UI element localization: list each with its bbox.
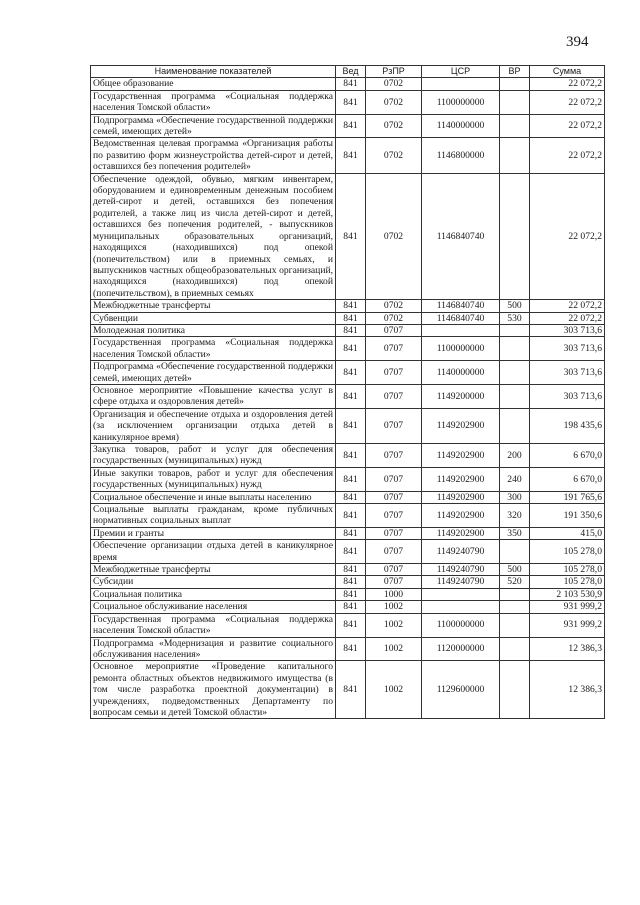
cell-ved: 841 <box>336 408 366 443</box>
header-ved: Вед <box>336 66 366 78</box>
cell-rzpr: 0702 <box>366 312 422 324</box>
table-row <box>91 504 605 528</box>
cell-sum: 415,0 <box>530 527 605 539</box>
cell-sum: 303 713,6 <box>530 361 605 385</box>
cell-sum: 22 072,2 <box>530 173 605 299</box>
table-header-row <box>91 66 605 78</box>
cell-ved: 841 <box>336 384 366 408</box>
cell-rzpr: 0702 <box>366 138 422 173</box>
cell-sum: 22 072,2 <box>530 138 605 173</box>
cell-sum: 303 713,6 <box>530 337 605 361</box>
cell-rzpr: 0707 <box>366 491 422 503</box>
table-row <box>91 138 605 173</box>
table-row <box>91 408 605 443</box>
cell-csr: 1146800000 <box>422 138 500 173</box>
cell-rzpr: 0707 <box>366 467 422 491</box>
cell-csr: 1146840740 <box>422 173 500 299</box>
table-row <box>91 361 605 385</box>
header-csr: ЦСР <box>422 66 500 78</box>
cell-csr: 1149202900 <box>422 444 500 468</box>
cell-vr: 520 <box>500 576 530 588</box>
cell-sum: 191 350,6 <box>530 504 605 528</box>
cell-name: Подпрограмма «Обеспечение государственной поддержки семей, имеющих детей» <box>91 361 336 385</box>
cell-name: Субвенции <box>91 312 336 324</box>
cell-sum: 22 072,2 <box>530 312 605 324</box>
cell-vr <box>500 90 530 114</box>
cell-sum: 105 278,0 <box>530 564 605 576</box>
cell-rzpr: 0707 <box>366 384 422 408</box>
table-row <box>91 300 605 312</box>
cell-name: Ведомственная целевая программа «Организация работы по развитию форм жизнеустройства детей-сирот и детей, оставшихся без попечения родителей» <box>91 138 336 173</box>
cell-vr: 500 <box>500 300 530 312</box>
cell-sum: 105 278,0 <box>530 576 605 588</box>
cell-vr <box>500 337 530 361</box>
cell-sum: 191 765,6 <box>530 491 605 503</box>
cell-sum: 22 072,2 <box>530 78 605 90</box>
cell-csr <box>422 601 500 613</box>
cell-csr: 1100000000 <box>422 337 500 361</box>
cell-csr: 1140000000 <box>422 114 500 138</box>
cell-rzpr: 0707 <box>366 527 422 539</box>
header-name: Наименование показателей <box>91 66 336 78</box>
cell-vr <box>500 361 530 385</box>
cell-name: Закупка товаров, работ и услуг для обеспечения государственных (муниципальных) нужд <box>91 444 336 468</box>
cell-ved: 841 <box>336 576 366 588</box>
cell-ved: 841 <box>336 78 366 90</box>
cell-ved: 841 <box>336 324 366 336</box>
cell-rzpr: 0702 <box>366 173 422 299</box>
cell-rzpr: 0707 <box>366 444 422 468</box>
cell-name: Премии и гранты <box>91 527 336 539</box>
cell-name: Социальные выплаты гражданам, кроме публичных нормативных социальных выплат <box>91 504 336 528</box>
cell-sum: 303 713,6 <box>530 384 605 408</box>
table-row <box>91 613 605 637</box>
cell-csr: 1149202900 <box>422 408 500 443</box>
cell-vr <box>500 637 530 661</box>
cell-rzpr: 0707 <box>366 408 422 443</box>
cell-ved: 841 <box>336 564 366 576</box>
cell-rzpr: 1000 <box>366 588 422 600</box>
cell-name: Государственная программа «Социальная поддержка населения Томской области» <box>91 90 336 114</box>
cell-ved: 841 <box>336 173 366 299</box>
table-row <box>91 588 605 600</box>
cell-vr <box>500 173 530 299</box>
cell-csr: 1149240790 <box>422 564 500 576</box>
cell-rzpr: 1002 <box>366 613 422 637</box>
cell-csr <box>422 324 500 336</box>
cell-csr: 1149202900 <box>422 467 500 491</box>
table-row <box>91 173 605 299</box>
cell-csr: 1146840740 <box>422 312 500 324</box>
cell-rzpr: 0707 <box>366 361 422 385</box>
cell-name: Иные закупки товаров, работ и услуг для обеспечения государственных (муниципальных) нужд <box>91 467 336 491</box>
cell-csr: 1149240790 <box>422 540 500 564</box>
cell-sum: 12 386,3 <box>530 661 605 719</box>
cell-name: Межбюджетные трансферты <box>91 564 336 576</box>
cell-vr <box>500 588 530 600</box>
cell-name: Основное мероприятие «Проведение капитального ремонта областных объектов недвижимого имущества (в том числе разработка проектной документации) в учреждениях, подведомственных Департаменту по вопросам семьи и детей Томской области» <box>91 661 336 719</box>
cell-rzpr: 1002 <box>366 601 422 613</box>
cell-rzpr: 0702 <box>366 300 422 312</box>
cell-vr: 500 <box>500 564 530 576</box>
cell-csr: 1100000000 <box>422 613 500 637</box>
cell-rzpr: 0707 <box>366 504 422 528</box>
cell-vr <box>500 613 530 637</box>
page-number: 394 <box>566 34 589 50</box>
cell-csr: 1100000000 <box>422 90 500 114</box>
cell-rzpr: 0702 <box>366 90 422 114</box>
header-rzpr: РзПР <box>366 66 422 78</box>
cell-ved: 841 <box>336 114 366 138</box>
table-row <box>91 312 605 324</box>
cell-ved: 841 <box>336 312 366 324</box>
cell-name: Государственная программа «Социальная поддержка населения Томской области» <box>91 613 336 637</box>
cell-vr: 320 <box>500 504 530 528</box>
cell-vr <box>500 78 530 90</box>
cell-csr: 1149240790 <box>422 576 500 588</box>
cell-rzpr: 1002 <box>366 661 422 719</box>
table-row <box>91 114 605 138</box>
cell-ved: 841 <box>336 138 366 173</box>
cell-ved: 841 <box>336 601 366 613</box>
cell-csr <box>422 78 500 90</box>
cell-sum: 931 999,2 <box>530 613 605 637</box>
cell-vr: 530 <box>500 312 530 324</box>
table-row <box>91 90 605 114</box>
cell-vr <box>500 138 530 173</box>
cell-ved: 841 <box>336 637 366 661</box>
cell-csr: 1129600000 <box>422 661 500 719</box>
table-row <box>91 384 605 408</box>
cell-name: Социальное обеспечение и иные выплаты населению <box>91 491 336 503</box>
cell-vr <box>500 114 530 138</box>
cell-sum: 303 713,6 <box>530 324 605 336</box>
cell-ved: 841 <box>336 540 366 564</box>
table-row <box>91 540 605 564</box>
table-row <box>91 444 605 468</box>
cell-sum: 105 278,0 <box>530 540 605 564</box>
table-row <box>91 491 605 503</box>
cell-ved: 841 <box>336 527 366 539</box>
cell-csr <box>422 588 500 600</box>
table-row <box>91 78 605 90</box>
cell-name: Межбюджетные трансферты <box>91 300 336 312</box>
table-row <box>91 576 605 588</box>
cell-vr: 200 <box>500 444 530 468</box>
cell-vr <box>500 324 530 336</box>
cell-csr: 1149202900 <box>422 504 500 528</box>
cell-sum: 12 386,3 <box>530 637 605 661</box>
cell-sum: 22 072,2 <box>530 300 605 312</box>
cell-csr: 1146840740 <box>422 300 500 312</box>
cell-ved: 841 <box>336 613 366 637</box>
cell-ved: 841 <box>336 300 366 312</box>
cell-csr: 1140000000 <box>422 361 500 385</box>
cell-sum: 22 072,2 <box>530 114 605 138</box>
cell-name: Организация и обеспечение отдыха и оздоровления детей (за исключением организации отдыха детей в каникулярное время) <box>91 408 336 443</box>
table-row <box>91 337 605 361</box>
cell-name: Социальное обслуживание населения <box>91 601 336 613</box>
table-row <box>91 324 605 336</box>
cell-ved: 841 <box>336 337 366 361</box>
cell-name: Молодежная политика <box>91 324 336 336</box>
table-row <box>91 661 605 719</box>
cell-ved: 841 <box>336 444 366 468</box>
cell-sum: 6 670,0 <box>530 444 605 468</box>
cell-rzpr: 0707 <box>366 576 422 588</box>
budget-table <box>90 65 605 719</box>
cell-ved: 841 <box>336 467 366 491</box>
cell-rzpr: 0707 <box>366 564 422 576</box>
header-sum: Сумма <box>530 66 605 78</box>
cell-sum: 198 435,6 <box>530 408 605 443</box>
cell-name: Подпрограмма «Модернизация и развитие социального обслуживания населения» <box>91 637 336 661</box>
cell-ved: 841 <box>336 588 366 600</box>
cell-name: Общее образование <box>91 78 336 90</box>
cell-vr: 240 <box>500 467 530 491</box>
cell-csr: 1149202900 <box>422 491 500 503</box>
cell-ved: 841 <box>336 361 366 385</box>
cell-name: Субсидии <box>91 576 336 588</box>
cell-name: Обеспечение одеждой, обувью, мягким инвентарем, оборудованием и единовременным денежным пособием детей-сирот и детей, оставшихся без попечения родителей, а также лиц из числа детей-сирот и детей, оставшихся без попечения родителей, - выпускников муниципальных образовательных организаций, находящихся (находившихся) под опекой (попечительством) или в приемных семьях, и выпускников частных общеобразовательных организаций, находящихся (находившихся) под опекой (попечительством), в приемных семьях <box>91 173 336 299</box>
table-row <box>91 637 605 661</box>
cell-ved: 841 <box>336 661 366 719</box>
cell-name: Государственная программа «Социальная поддержка населения Томской области» <box>91 337 336 361</box>
table-row <box>91 527 605 539</box>
cell-ved: 841 <box>336 90 366 114</box>
cell-vr <box>500 540 530 564</box>
cell-csr: 1149202900 <box>422 527 500 539</box>
cell-vr: 350 <box>500 527 530 539</box>
cell-sum: 2 103 530,9 <box>530 588 605 600</box>
cell-vr <box>500 601 530 613</box>
table-row <box>91 564 605 576</box>
cell-sum: 22 072,2 <box>530 90 605 114</box>
cell-rzpr: 0707 <box>366 540 422 564</box>
cell-csr: 1149200000 <box>422 384 500 408</box>
cell-name: Социальная политика <box>91 588 336 600</box>
cell-ved: 841 <box>336 491 366 503</box>
cell-name: Подпрограмма «Обеспечение государственной поддержки семей, имеющих детей» <box>91 114 336 138</box>
cell-vr <box>500 408 530 443</box>
table-body <box>91 78 605 719</box>
cell-vr <box>500 384 530 408</box>
table-row <box>91 601 605 613</box>
cell-rzpr: 0702 <box>366 114 422 138</box>
cell-sum: 6 670,0 <box>530 467 605 491</box>
cell-name: Основное мероприятие «Повышение качества услуг в сфере отдыха и оздоровления детей» <box>91 384 336 408</box>
header-vr: ВР <box>500 66 530 78</box>
cell-sum: 931 999,2 <box>530 601 605 613</box>
cell-ved: 841 <box>336 504 366 528</box>
cell-vr <box>500 661 530 719</box>
cell-rzpr: 0707 <box>366 324 422 336</box>
cell-csr: 1120000000 <box>422 637 500 661</box>
cell-rzpr: 1002 <box>366 637 422 661</box>
cell-rzpr: 0707 <box>366 337 422 361</box>
cell-name: Обеспечение организации отдыха детей в каникулярное время <box>91 540 336 564</box>
cell-vr: 300 <box>500 491 530 503</box>
cell-rzpr: 0702 <box>366 78 422 90</box>
table-row <box>91 467 605 491</box>
